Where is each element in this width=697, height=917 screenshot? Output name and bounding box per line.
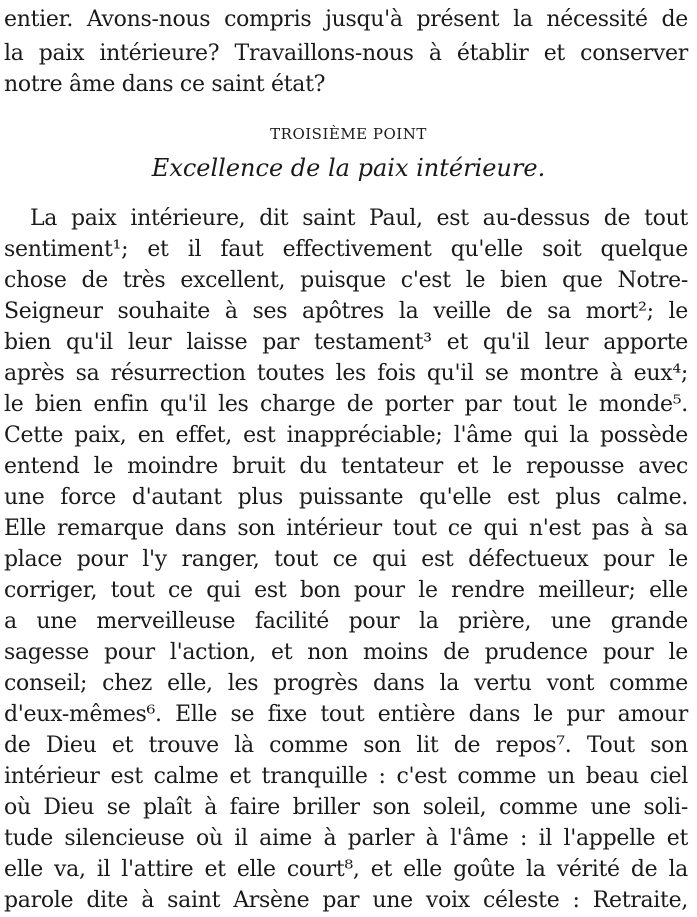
- intro-line: la paix intérieure? Travaillons-nous à établir et conserver: [4, 41, 688, 66]
- body-line: après sa résurrection toutes les fois qu'il se montre à eux⁴;: [4, 361, 688, 386]
- body-line: parole dite à saint Arsène par une voix céleste : Retraite,: [4, 888, 688, 913]
- body-line: intérieur est calme et tranquille : c'est comme un beau ciel: [4, 764, 688, 789]
- body-line: Cette paix, en effet, est inappréciable; l'âme qui la possède: [4, 423, 688, 448]
- body-line: La paix intérieure, dit saint Paul, est au-dessus de tout: [30, 206, 688, 231]
- body-line: a une merveilleuse facilité pour la prière, une grande: [4, 609, 688, 634]
- body-line: d'eux-mêmes⁶. Elle se fixe tout entière dans le pur amour: [4, 702, 688, 727]
- body-line: elle va, il l'attire et elle court⁸, et elle goûte la vérité de la: [4, 857, 688, 882]
- section-label: TROISIÈME POINT: [270, 125, 427, 143]
- intro-line: entier. Avons-nous compris jusqu'à présent la nécessité de: [4, 7, 688, 32]
- body-line: corriger, tout ce qui est bon pour le rendre meilleur; elle: [4, 578, 688, 603]
- body-line: Elle remarque dans son intérieur tout ce qui n'est pas à sa: [4, 516, 688, 541]
- body-line: une force d'autant plus puissante qu'elle est plus calme.: [4, 485, 688, 510]
- body-line: Seigneur souhaite à ses apôtres la veille de sa mort²; le: [4, 299, 688, 324]
- body-line: chose de très excellent, puisque c'est le bien que Notre-: [4, 268, 688, 293]
- section-title: Excellence de la paix intérieure.: [151, 154, 546, 182]
- body-line: où Dieu se plaît à faire briller son soleil, comme une soli-: [4, 795, 688, 820]
- body-line: entend le moindre bruit du tentateur et le repousse avec: [4, 454, 688, 479]
- intro-line: notre âme dans ce saint état?: [4, 72, 326, 97]
- body-line: de Dieu et trouve là comme son lit de repos⁷. Tout son: [4, 733, 688, 758]
- body-line: place pour l'y ranger, tout ce qui est défectueux pour le: [4, 547, 688, 572]
- body-line: sagesse pour l'action, et non moins de prudence pour le: [4, 640, 688, 665]
- body-line: tude silencieuse où il aime à parler à l'âme : il l'appelle et: [4, 826, 688, 851]
- body-line: le bien enfin qu'il les charge de porter par tout le monde⁵.: [4, 392, 688, 417]
- body-line: conseil; chez elle, les progrès dans la vertu vont comme: [4, 671, 688, 696]
- body-line: bien qu'il leur laisse par testament³ et qu'il leur apporte: [4, 330, 688, 355]
- body-line: sentiment¹; et il faut effectivement qu'elle soit quelque: [4, 237, 688, 262]
